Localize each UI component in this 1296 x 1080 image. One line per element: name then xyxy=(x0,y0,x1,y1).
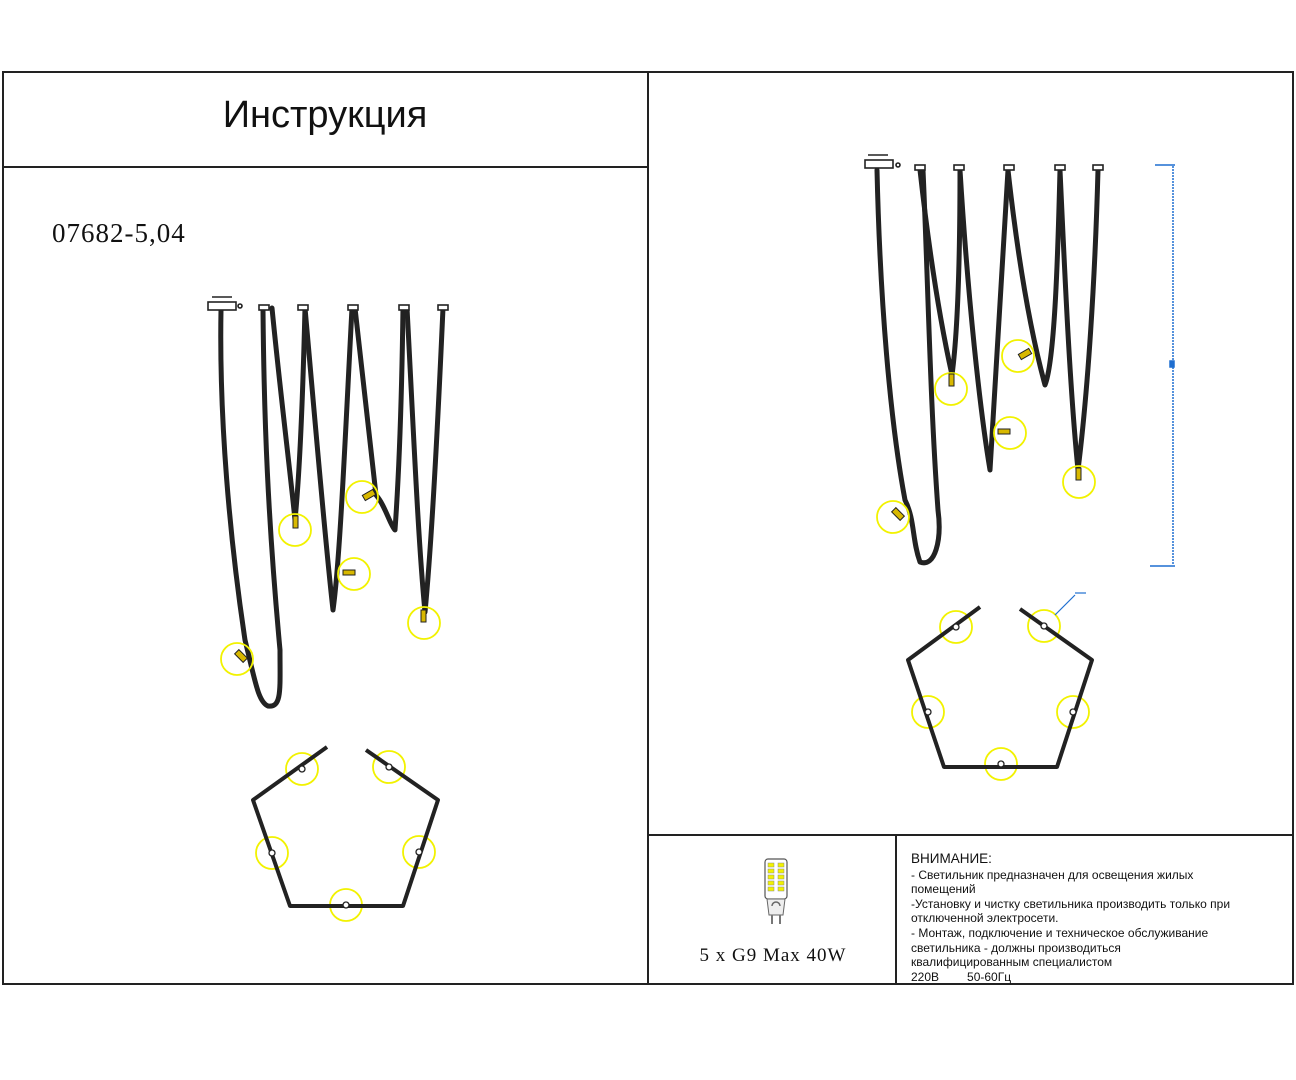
g9-bulb-icon xyxy=(765,859,787,924)
right-chandelier-side-view xyxy=(877,170,1098,563)
notice-line: помещений xyxy=(911,882,976,897)
page-title: Инструкция xyxy=(222,94,428,136)
frequency: 50-60Гц xyxy=(967,969,1012,984)
notice-heading: ВНИМАНИЕ: xyxy=(911,851,992,866)
notice-line: отключенной электросети. xyxy=(911,911,1059,926)
bulb-spec: 5 x G9 Max 40W xyxy=(699,945,847,966)
notice-line: - Светильник предназначен для освещения жилых xyxy=(911,867,1194,882)
left-chandelier-side-view xyxy=(221,308,443,706)
bulb-highlights xyxy=(221,340,1095,921)
notice-block xyxy=(911,852,1283,984)
notice-line: -Установку и чистку светильника производить только при xyxy=(911,896,1231,911)
voltage: 220В xyxy=(911,969,940,984)
model-number: 07682-5,04 xyxy=(52,218,186,248)
notice-line: светильника - должны производиться xyxy=(911,940,1121,955)
notice-line: квалифицированным специалистом xyxy=(911,955,1113,970)
bulb-sockets xyxy=(235,348,1081,662)
pentagon-dimension-leader xyxy=(1055,593,1086,615)
notice-line: - Монтаж, подключение и техническое обслуживание xyxy=(911,925,1209,940)
electrical-specs xyxy=(911,970,1283,985)
height-dimension-line xyxy=(1150,165,1175,566)
suspension-caps xyxy=(259,165,1103,310)
